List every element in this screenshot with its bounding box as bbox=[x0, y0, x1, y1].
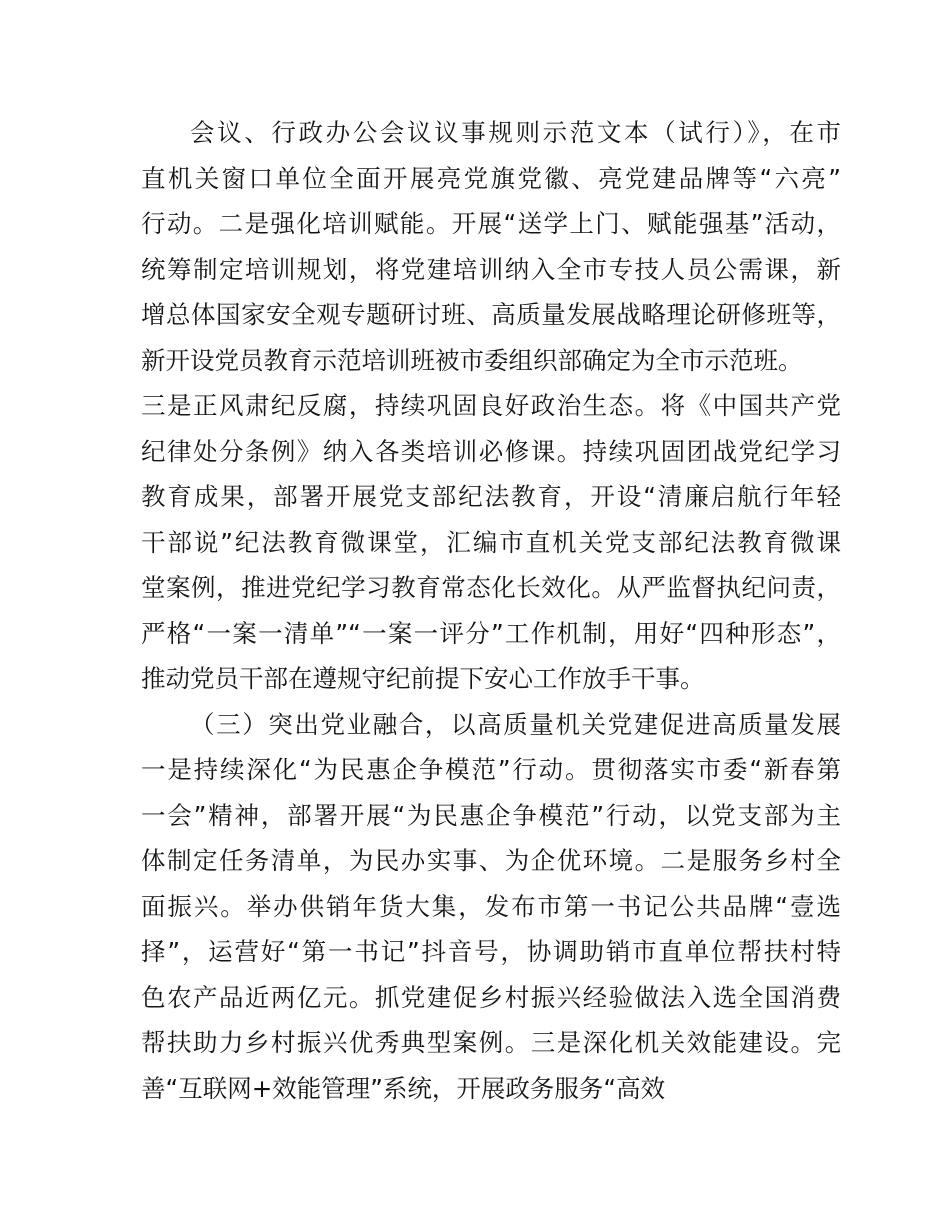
text-line: 统筹制定培训规划，将党建培训纳入全市专技人员公需课，新 bbox=[141, 255, 841, 284]
text-line: 干部说”纪法教育微课堂，汇编市直机关党支部纪法教育微课 bbox=[141, 528, 841, 557]
text-line: 择”，运营好“第一书记”抖音号，协调助销市直单位帮扶村特 bbox=[141, 937, 841, 966]
text-line: 一是持续深化“为民惠企争模范”行动。贯彻落实市委“新春第 bbox=[141, 755, 841, 784]
text-line: 善“互联网+效能管理”系统，开展政务服务“高效 bbox=[141, 1074, 666, 1103]
text-line: 一会”精神，部署开展“为民惠企争模范”行动，以党支部为主 bbox=[141, 801, 841, 830]
text-line: 帮扶助力乡村振兴优秀典型案例。三是深化机关效能建设。完 bbox=[141, 1028, 841, 1057]
text-line: 色农产品近两亿元。抓党建促乡村振兴经验做法入选全国消费 bbox=[141, 983, 841, 1012]
text-line: 教育成果，部署开展党支部纪法教育，开设“清廉启航行年轻 bbox=[141, 482, 841, 511]
text-line: 纪律处分条例》纳入各类培训必修课。持续巩固团战党纪学习 bbox=[141, 437, 841, 466]
text-line: 直机关窗口单位全面开展亮党旗党徽、亮党建品牌等“六亮” bbox=[141, 164, 841, 193]
text-line: 严格“一案一清单”“一案一评分”工作机制，用好“四种形态”， bbox=[141, 619, 841, 648]
text-line: 行动。二是强化培训赋能。开展“送学上门、赋能强基”活动， bbox=[141, 209, 841, 238]
text-line: 堂案例，推进党纪学习教育常态化长效化。从严监督执纪问责， bbox=[141, 573, 841, 602]
text-line: 新开设党员教育示范培训班被市委组织部确定为全市示范班。 bbox=[141, 346, 803, 375]
section-heading-line: （三）突出党业融合，以高质量机关党建促进高质量发展 bbox=[190, 710, 841, 739]
text-line: 面振兴。举办供销年货大集，发布市第一书记公共品牌“壹选 bbox=[141, 892, 841, 921]
text-line: 体制定任务清单，为民办实事、为企优环境。二是服务乡村全 bbox=[141, 846, 841, 875]
text-line: 增总体国家安全观专题研讨班、高质量发展战略理论研修班等， bbox=[141, 300, 841, 329]
text-line: 推动党员干部在遵规守纪前提下安心工作放手干事。 bbox=[141, 664, 705, 693]
text-line: 三是正风肃纪反腐，持续巩固良好政治生态。将《中国共产党 bbox=[141, 391, 841, 420]
text-line: 会议、行政办公会议议事规则示范文本（试行）》，在市 bbox=[190, 118, 841, 147]
